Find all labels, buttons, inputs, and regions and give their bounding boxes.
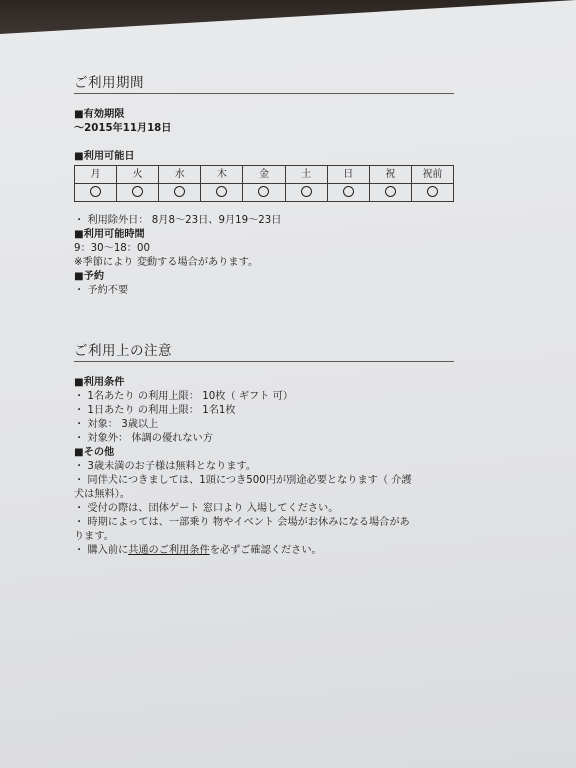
day-availability-cell [201,184,243,202]
hours-note: ※季節により 変動する場合があります。 [74,257,259,268]
exclusion-dates: ・ 利用除外日： 8月8〜23日、9月19〜23日 [74,215,282,226]
hours-value: 9：30〜18：00 [74,243,150,254]
list-item: ・ 1日あたり の利用上限： 1名1枚 [74,405,236,416]
day-label: 火 [117,166,159,184]
days-heading: ■利用可能日 [74,151,135,162]
hours-heading: ■利用可能時間 [74,229,145,240]
available-circle-icon [132,186,143,197]
available-circle-icon [90,186,101,197]
day-availability-cell [285,184,327,202]
period-title: ご利用期間 [74,76,454,94]
terms-suffix: を必ずご確認ください。 [209,545,322,556]
available-circle-icon [385,186,396,197]
other-heading: ■その他 [74,447,115,458]
available-days-table [74,165,454,202]
day-availability-cell [159,184,201,202]
conditions-list [74,390,454,446]
list-item-terms [74,544,454,558]
day-availability-cell [117,184,159,202]
day-availability-cell [243,184,285,202]
day-label: 土 [285,166,327,184]
reservation-heading: ■予約 [74,271,105,282]
terms-prefix: ・ 購入前に [74,545,129,556]
available-circle-icon [427,186,438,197]
common-terms-link: 共通のご利用条件 [128,545,210,556]
document-content [74,76,454,558]
available-circle-icon [216,186,227,197]
validity-value: 〜2015年11月18日 [74,123,172,134]
day-label: 木 [201,166,243,184]
day-mark-row [75,184,454,202]
day-label: 祝前 [411,166,453,184]
day-availability-cell [75,184,117,202]
day-label: 月 [75,166,117,184]
list-item: ります。 [74,531,114,542]
list-item: ・ 3歳未満のお子様は無料となります。 [74,461,257,472]
list-item: ・ 1名あたり の利用上限： 10枚（ ギフト 可） [74,391,294,402]
reservation-value: ・ 予約不要 [74,285,129,296]
available-circle-icon [301,186,312,197]
day-label: 金 [243,166,285,184]
conditions-heading: ■利用条件 [74,377,125,388]
available-circle-icon [343,186,354,197]
notes-title: ご利用上の注意 [74,344,454,362]
day-availability-cell [411,184,453,202]
list-item: ・ 受付の際は、団体ゲート 窓口より 入場してください。 [74,503,339,514]
day-availability-cell [327,184,369,202]
list-item: 犬は無料）。 [74,489,131,500]
list-item: ・ 時期によっては、一部乗り 物やイベント 会場がお休みになる場合があ [74,517,410,528]
list-item: ・ 対象： 3歳以上 [74,419,159,430]
day-label: 祝 [369,166,411,184]
list-item: ・ 同伴犬につきましては、1頭につき500円が別途必要となります（ 介護 [74,475,412,486]
list-item: ・ 対象外： 体調の優れない方 [74,433,213,444]
validity-heading: ■有効期限 [74,109,125,120]
other-list [74,460,454,558]
available-circle-icon [258,186,269,197]
day-header-row [75,166,454,184]
available-circle-icon [174,186,185,197]
day-label: 水 [159,166,201,184]
day-availability-cell [369,184,411,202]
day-label: 日 [327,166,369,184]
